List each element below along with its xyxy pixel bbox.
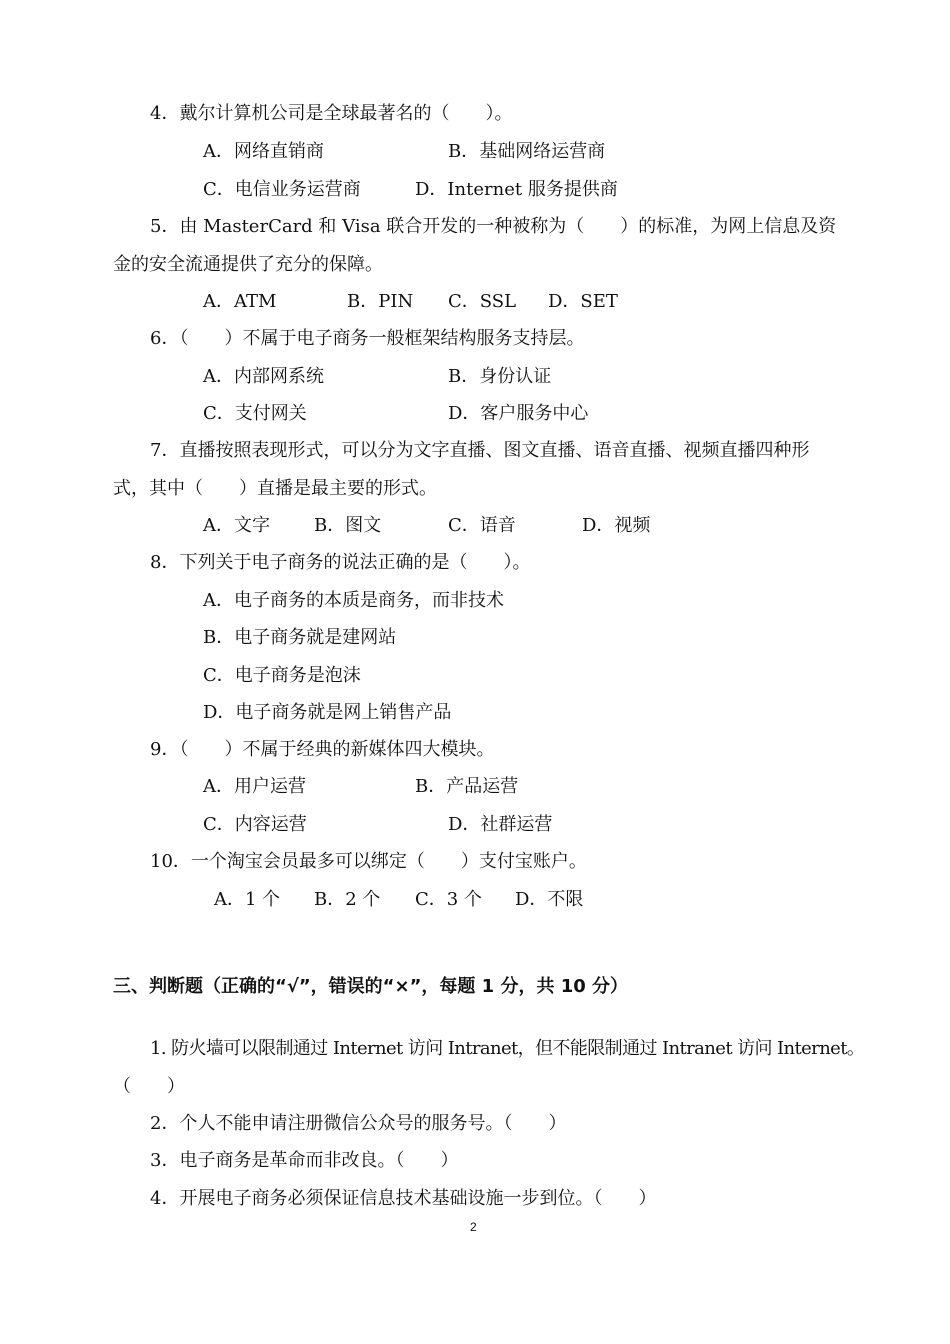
q7-stem-line2: 式，其中（ ）直播是最主要的形式。 (113, 478, 437, 499)
tf-item-4: 4．开展电子商务必须保证信息技术基础设施一步到位。（ ） (150, 1188, 657, 1209)
q7-stem-line1: 7．直播按照表现形式，可以分为文字直播、图文直播、语音直播、视频直播四种形 (150, 440, 810, 461)
tf-item-1-line1: 1. 防火墙可以限制通过 Internet 访问 Intranet，但不能限制通过 Intranet 访问 Internet。 (150, 1038, 865, 1059)
q9-stem: 9．（ ）不属于经典的新媒体四大模块。 (150, 739, 495, 760)
q8-option-c: C．电子商务是泡沫 (203, 665, 361, 686)
q6-stem: 6．（ ）不属于电子商务一般框架结构服务支持层。 (150, 328, 585, 349)
q4-stem: 4．戴尔计算机公司是全球最著名的（ ）。 (150, 103, 513, 124)
q4-option-d: D．Internet 服务提供商 (415, 179, 618, 200)
q5-option-a: A．ATM (203, 291, 277, 312)
q9-option-b: B．产品运营 (415, 776, 519, 797)
q10-option-b: B．2 个 (314, 889, 381, 910)
q10-option-a: A．1 个 (214, 889, 281, 910)
tf-item-2: 2．个人不能申请注册微信公众号的服务号。（ ） (150, 1113, 567, 1134)
q9-option-a: A．用户运营 (203, 776, 306, 797)
q4-option-a: A．网络直销商 (203, 141, 324, 162)
q7-option-b: B．图文 (314, 515, 382, 536)
q7-option-c: C．语音 (448, 515, 516, 536)
q9-option-c: C．内容运营 (203, 814, 307, 835)
q8-option-a: A．电子商务的本质是商务，而非技术 (203, 590, 504, 611)
q6-option-c: C．支付网关 (203, 403, 307, 424)
q8-option-d: D．电子商务就是网上销售产品 (203, 702, 452, 723)
q10-option-d: D．不限 (515, 889, 584, 910)
tf-item-1-line2: （ ） (113, 1076, 185, 1097)
q5-option-c: C．SSL (448, 291, 517, 312)
q5-option-d: D．SET (548, 291, 618, 312)
q7-option-a: A．文字 (203, 515, 270, 536)
q4-option-b: B．基础网络运营商 (448, 141, 606, 162)
q10-stem: 10．一个淘宝会员最多可以绑定（ ）支付宝账户。 (150, 851, 587, 872)
tf-item-3: 3．电子商务是革命而非改良。（ ） (150, 1150, 459, 1171)
q5-option-b: B．PIN (347, 291, 414, 312)
q10-option-c: C．3 个 (415, 889, 482, 910)
q8-option-b: B．电子商务就是建网站 (203, 627, 397, 648)
section-title-true-false: 三、判断题（正确的“√”，错误的“×”，每题 1 分，共 10 分） (113, 976, 629, 997)
q6-option-d: D．客户服务中心 (448, 403, 589, 424)
q5-stem-line1: 5．由 MasterCard 和 Visa 联合开发的一种被称为（ ）的标准，为网上信息及资 (150, 216, 837, 237)
q7-option-d: D．视频 (582, 515, 651, 536)
q6-option-a: A．内部网系统 (203, 366, 324, 387)
q8-stem: 8．下列关于电子商务的说法正确的是（ ）。 (150, 552, 531, 573)
q5-stem-line2: 金的安全流通提供了充分的保障。 (113, 254, 383, 275)
q6-option-b: B．身份认证 (448, 366, 552, 387)
page-number: 2 (470, 1220, 477, 1234)
q4-option-c: C．电信业务运营商 (203, 179, 361, 200)
q9-option-d: D．社群运营 (448, 814, 553, 835)
